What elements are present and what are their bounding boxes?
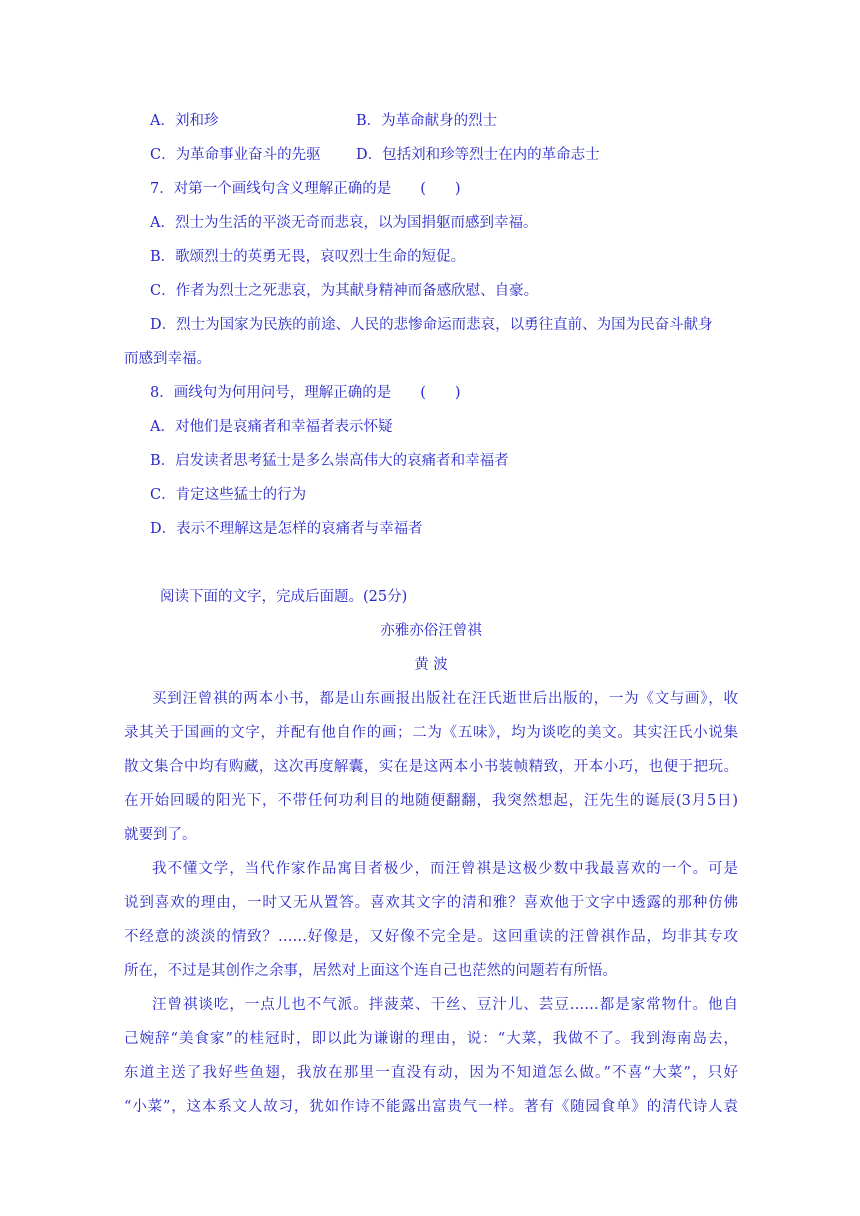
p3-line-3: 东道主送了我好些鱼翅，我放在那里一直没有动，因为不知道怎么做。”不喜“大菜”，只好 (124, 1065, 738, 1081)
reading-instruction: 阅读下面的文字，完成后面题。(25分) (160, 589, 408, 605)
p3-line-4: “小菜”，这本系文人故习，犹如作诗不能露出富贵气一样。著有《随园食单》的清代诗人袁 (124, 1099, 738, 1115)
p1-line-2: 录其关于国画的文字，并配有他自作的画；二为《五味》，均为谈吃的美文。其实汪氏小说集 (124, 725, 738, 741)
q7-option-d-line2: 而感到幸福。 (124, 351, 211, 367)
p2-line-1: 我不懂文学，当代作家作品寓目者极少，而汪曾祺是这极少数中我最喜欢的一个。可是 (152, 861, 738, 877)
p1-line-4: 在开始回暖的阳光下，不带任何功利目的地随便翻翻，我突然想起，汪先生的诞辰(3月5日) (124, 793, 738, 809)
q6-option-a: A．刘和珍 (150, 113, 219, 129)
q7-option-a: A．烈士为生活的平淡无奇而悲哀，以为国捐躯而感到幸福。 (150, 215, 538, 231)
p2-line-3: 不经意的淡淡的情致？……好像是，又好像不完全是。这回重读的汪曾祺作品，均非其专攻 (124, 929, 738, 945)
p1-line-3: 散文集合中均有购藏，这次再度解囊，实在是这两本小书装帧精致，开本小巧，也便于把玩。 (124, 759, 738, 775)
q7-option-b: B．歌颂烈士的英勇无畏，哀叹烈士生命的短促。 (150, 249, 466, 265)
q6-option-b: B．为革命献身的烈士 (356, 113, 498, 129)
p1-line-1: 买到汪曾祺的两本小书，都是山东画报出版社在汪氏逝世后出版的，一为《文与画》，收 (152, 691, 738, 707)
q8-option-c: C．肯定这些猛士的行为 (150, 487, 307, 503)
p2-line-4: 所在，不过是其创作之余事，居然对上面这个连自己也茫然的问题若有所悟。 (124, 963, 617, 979)
q7-option-c: C．作者为烈士之死悲哀，为其献身精神而备感欣慰、自豪。 (150, 283, 539, 299)
q6-option-c: C．为革命事业奋斗的先驱 (150, 147, 321, 163)
p3-line-2: 己婉辞“美食家”的桂冠时，即以此为谦谢的理由，说：“大菜，我做不了。我到海南岛去， (124, 1031, 738, 1047)
article-title: 亦雅亦俗汪曾祺 (380, 623, 482, 639)
q8-option-d: D．表示不理解这是怎样的哀痛者与幸福者 (150, 521, 423, 537)
q6-option-d: D．包括刘和珍等烈士在内的革命志士 (356, 147, 600, 163)
q8-option-a: A．对他们是哀痛者和幸福者表示怀疑 (150, 419, 393, 435)
q8-option-b: B．启发读者思考猛士是多么崇高伟大的哀痛者和幸福者 (150, 453, 509, 469)
article-author: 黄 波 (414, 657, 448, 673)
p2-line-2: 说到喜欢的理由，一时又无从置答。喜欢其文字的清和雅？喜欢他于文字中透露的那种仿佛 (124, 895, 738, 911)
p3-line-1: 汪曾祺谈吃，一点儿也不气派。拌菠菜、干丝、豆汁儿、芸豆……都是家常物什。他自 (152, 997, 738, 1013)
q8-stem: 8．画线句为何用问号，理解正确的是 ( ) (150, 385, 461, 401)
q7-stem: 7．对第一个画线句含义理解正确的是 ( ) (150, 181, 461, 197)
q7-option-d-line1: D．烈士为国家为民族的前途、人民的悲惨命运而悲哀，以勇往直前、为国为民奋斗献身 (150, 317, 713, 333)
p1-line-5: 就要到了。 (124, 827, 197, 843)
